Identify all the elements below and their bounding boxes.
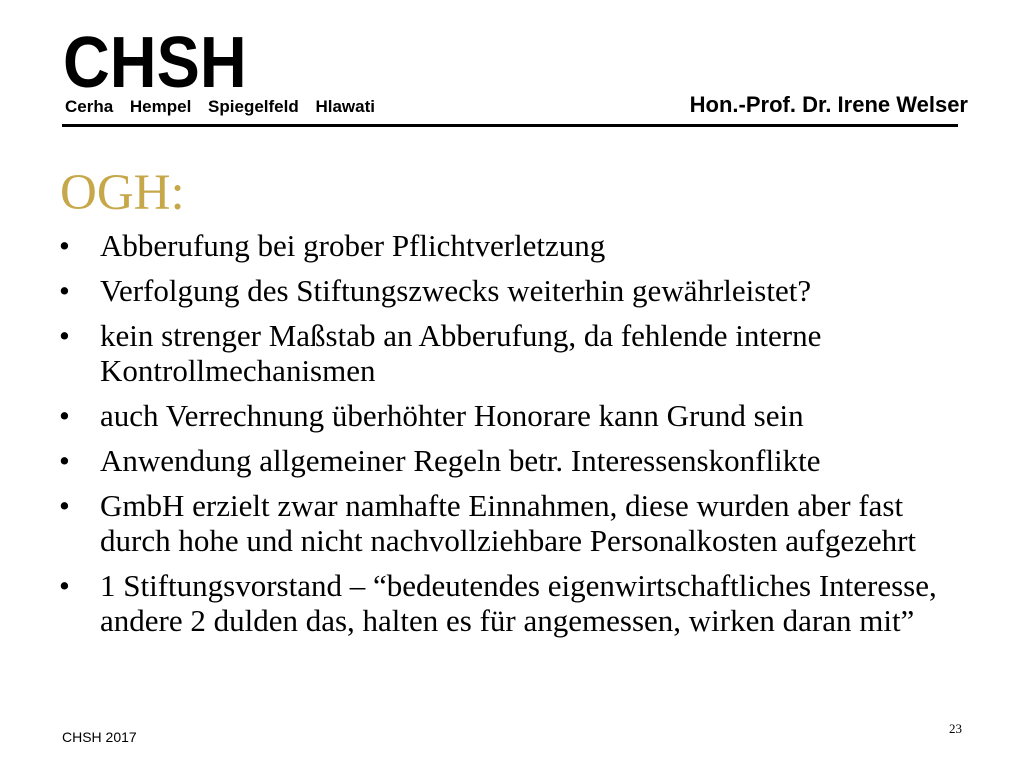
bullet-marker: •: [59, 443, 70, 478]
bullet-text-line: Kontrollmechanismen: [100, 353, 376, 388]
bullet-text-line: 1 Stiftungsvorstand – “bedeutendes eigenwirtschaftliches Interesse,: [100, 568, 937, 603]
bullet-marker: •: [59, 273, 70, 308]
bullet-marker: •: [59, 568, 70, 603]
firm-logo-partners: Cerha Hempel Spiegelfeld Hlawati: [65, 97, 375, 116]
footer-copyright: CHSH 2017: [62, 729, 137, 745]
bullet-text-line: kein strenger Maßstab an Abberufung, da fehlende interne: [100, 318, 822, 353]
bullet-text-line: andere 2 dulden das, halten es für angemessen, wirken daran mit”: [100, 603, 915, 638]
bullet-text-line: durch hohe und nicht nachvollziehbare Personalkosten aufgezehrt: [100, 523, 917, 558]
header-rule: [62, 124, 958, 127]
bullet-marker: •: [59, 488, 70, 523]
bullet-text-line: Anwendung allgemeiner Regeln betr. Interessenskonflikte: [100, 443, 821, 478]
firm-logo-wordmark: CHSH: [63, 23, 247, 103]
bullet-item: [0, 398, 1024, 433]
bullet-item: [0, 228, 1024, 263]
bullet-marker: •: [59, 398, 70, 433]
bullet-text-line: GmbH erzielt zwar namhafte Einnahmen, diese wurden aber fast: [100, 488, 904, 523]
bullet-item: [0, 488, 1024, 558]
presenter-name: Hon.-Prof. Dr. Irene Welser: [689, 92, 968, 117]
page-number: 23: [949, 721, 962, 736]
bullet-text-line: Verfolgung des Stiftungszwecks weiterhin gewährleistet?: [100, 273, 812, 308]
bullet-item: [0, 318, 1024, 388]
bullet-item: [0, 273, 1024, 308]
bullet-marker: •: [59, 228, 70, 263]
slide-title: OGH:: [60, 165, 185, 221]
bullet-item: [0, 568, 1024, 638]
bullet-item: [0, 443, 1024, 478]
bullet-text-line: auch Verrechnung überhöhter Honorare kann Grund sein: [100, 398, 804, 433]
bullet-text-line: Abberufung bei grober Pflichtverletzung: [100, 228, 606, 263]
bullet-list: [0, 228, 1024, 648]
bullet-marker: •: [59, 318, 70, 353]
